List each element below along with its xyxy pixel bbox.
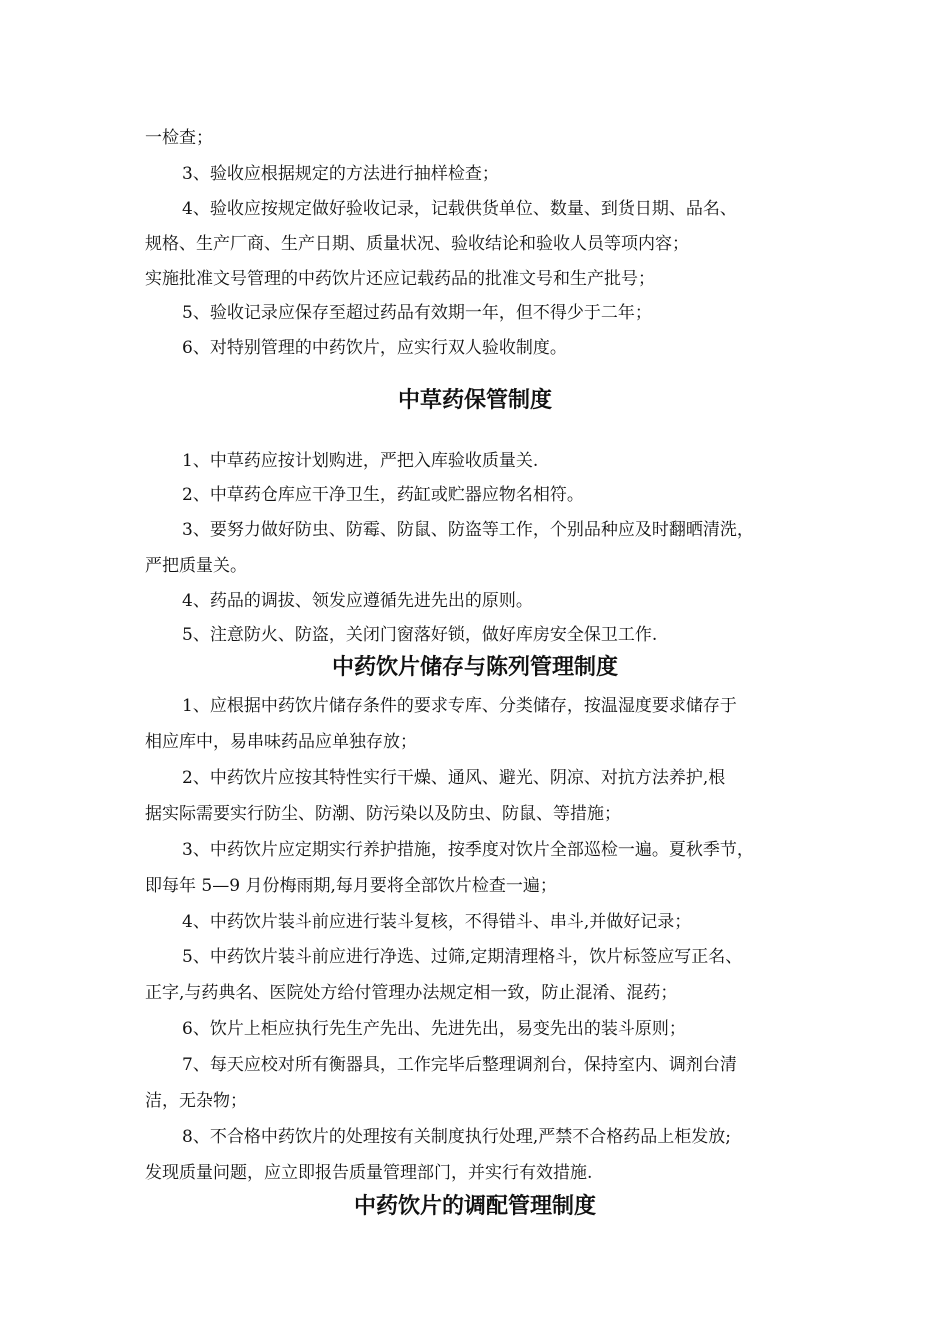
section-title: 中草药保管制度 [397, 388, 552, 413]
paragraph-line: 即每年 5—9 月份梅雨期,每月要将全部饮片检查一遍； [145, 876, 557, 896]
paragraph-line: 6、饮片上柜应执行先生产先出、先进先出，易变先出的装斗原则； [182, 1019, 686, 1039]
paragraph-line: 据实际需要实行防尘、防潮、防污染以及防虫、防鼠、等措施； [145, 804, 621, 824]
paragraph-line: 洁，无杂物； [145, 1091, 247, 1111]
section-title: 中药饮片的调配管理制度 [353, 1194, 596, 1219]
paragraph-line: 2、中草药仓库应干净卫生，药缸或贮器应物名相符。 [182, 485, 584, 505]
paragraph-line: 相应库中，易串味药品应单独存放； [145, 732, 417, 752]
paragraph-line: 8、不合格中药饮片的处理按有关制度执行处理,严禁不合格药品上柜发放; [182, 1127, 731, 1147]
paragraph-line: 2、中药饮片应按其特性实行干燥、通风、避光、阴凉、对抗方法养护,根 [182, 768, 726, 788]
paragraph-line: 实施批准文号管理的中药饮片还应记载药品的批准文号和生产批号； [145, 269, 655, 289]
paragraph-line: 6、对特别管理的中药饮片，应实行双人验收制度。 [182, 338, 567, 358]
paragraph-line: 规格、生产厂商、生产日期、质量状况、验收结论和验收人员等项内容； [145, 234, 689, 254]
paragraph-line: 3、中药饮片应定期实行养护措施，按季度对饮片全部巡检一遍。夏秋季节， [182, 840, 754, 860]
paragraph-line: 严把质量关。 [145, 556, 247, 576]
paragraph-line: 正字,与药典名、医院处方给付管理办法规定相一致，防止混淆、混药； [145, 983, 678, 1003]
paragraph-line: 1、应根据中药饮片储存条件的要求专库、分类储存，按温湿度要求储存于 [182, 696, 737, 716]
paragraph-line: 7、每天应校对所有衡器具，工作完毕后整理调剂台，保持室内、调剂台清 [182, 1055, 737, 1075]
paragraph-line: 4、中药饮片装斗前应进行装斗复核，不得错斗、串斗,并做好记录； [182, 912, 692, 932]
paragraph-line: 5、中药饮片装斗前应进行净选、过筛,定期清理格斗，饮片标签应写正名、 [182, 947, 743, 967]
paragraph-line: 4、药品的调拔、领发应遵循先进先出的原则。 [182, 591, 533, 611]
paragraph-line: 一检查； [145, 128, 213, 148]
paragraph-line: 3、验收应根据规定的方法进行抽样检查； [182, 164, 499, 184]
paragraph-line: 1、中草药应按计划购进，严把入库验收质量关. [182, 451, 539, 471]
paragraph-line: 3、要努力做好防虫、防霉、防鼠、防盗等工作，个别品种应及时翻晒清洗， [182, 520, 754, 540]
paragraph-line: 5、注意防火、防盗，关闭门窗落好锁，做好库房安全保卫工作. [182, 625, 658, 645]
paragraph-line: 5、验收记录应保存至超过药品有效期一年，但不得少于二年； [182, 303, 652, 323]
paragraph-line: 4、验收应按规定做好验收记录，记载供货单位、数量、到货日期、品名、 [182, 199, 737, 219]
paragraph-line: 发现质量问题，应立即报告质量管理部门，并实行有效措施. [145, 1163, 593, 1183]
section-title: 中药饮片储存与陈列管理制度 [331, 655, 618, 680]
